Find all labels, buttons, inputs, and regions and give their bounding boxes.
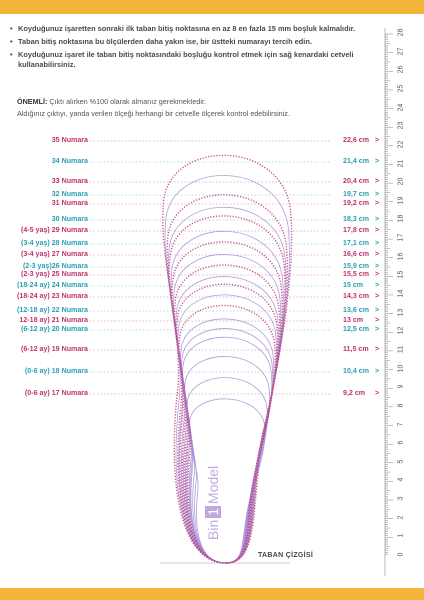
chevron-right-icon: >: [375, 239, 380, 247]
ruler-number: 5: [397, 459, 405, 464]
ruler-number: 8: [397, 403, 405, 408]
ruler-number: 22: [397, 140, 405, 149]
ruler-number: 17: [397, 233, 405, 242]
size-length: 13,6 cm: [343, 306, 370, 314]
chevron-right-icon: >: [375, 157, 380, 165]
size-row: [0, 199, 380, 209]
chevron-right-icon: >: [375, 389, 380, 397]
note-item: • Taban bitiş noktasına bu ölçülerden daha yakın ise, bir üstteki numarayı tercih edin.: [10, 37, 312, 46]
ruler-number: 24: [397, 103, 405, 111]
chevron-right-icon: >: [375, 325, 380, 333]
note-item: • Koyduğunuz işaret ile taban bitiş noktasındaki boşluğu kontrol etmek için sağ kenardaki cetveli kullanabilirsiniz.: [10, 50, 380, 70]
ruler-number: 23: [397, 121, 405, 130]
size-row: [0, 270, 380, 280]
size-length: 9,2 cm: [343, 389, 366, 397]
size-label: (3-4 yaş) 28 Numara: [20, 239, 88, 247]
ruler-number: 2: [397, 515, 405, 520]
ruler-number: 15: [397, 270, 405, 279]
chevron-right-icon: >: [375, 306, 380, 314]
chevron-right-icon: >: [375, 262, 380, 270]
size-label: (6-12 ay) 20 Numara: [20, 325, 88, 333]
chevron-right-icon: >: [375, 270, 380, 278]
ruler-number: 16: [397, 252, 405, 261]
size-label: 35 Numara: [51, 136, 88, 144]
logo-box-text: 1: [205, 507, 221, 516]
size-length: 13 cm: [343, 316, 364, 324]
size-row: [0, 226, 380, 236]
size-label: 33 Numara: [51, 177, 88, 185]
bottom-accent-band: [0, 588, 424, 600]
note-text: Koyduğunuz işaretten sonraki ilk taban bitiş noktasına en az 8 en fazla 15 mm boşluk kalmalıdır.: [18, 24, 356, 33]
important-line-1: Çıktı alırken %100 olarak almanız gerekmektedir.: [49, 97, 206, 106]
ruler-number: 0: [397, 552, 405, 557]
foot-outline: [184, 356, 269, 563]
ruler-number: 20: [397, 177, 405, 186]
size-label: (0-6 ay) 18 Numara: [24, 367, 88, 375]
ruler-number: 14: [397, 289, 405, 298]
chevron-right-icon: >: [375, 136, 380, 144]
size-length: 16,6 cm: [343, 250, 370, 258]
size-length: 12,5 cm: [343, 325, 370, 333]
size-row: [0, 215, 380, 225]
ruler-number: 13: [397, 308, 405, 317]
size-label: 30 Numara: [51, 215, 88, 223]
chevron-right-icon: >: [375, 345, 380, 353]
size-label: 31 Numara: [51, 199, 88, 207]
ruler-number: 3: [397, 496, 405, 501]
size-label: (6-12 ay) 19 Numara: [20, 345, 88, 353]
important-line-2: Aldığınız çıktıyı, yanda verilen ölçeği herhangi bir cetvelle ölçerek kontrol edebilirsiniz.: [17, 109, 290, 118]
ruler-number: 11: [397, 345, 405, 354]
size-row: [0, 136, 380, 146]
size-length: 15,5 cm: [343, 270, 370, 278]
ruler-number: 19: [397, 196, 405, 205]
size-row: [0, 157, 380, 167]
size-row: [0, 281, 380, 291]
ruler-number: 7: [397, 422, 405, 426]
size-length: 19,7 cm: [343, 190, 370, 198]
logo-left-text: Bin: [205, 519, 221, 540]
chevron-right-icon: >: [375, 190, 380, 198]
important-lead: ÖNEMLİ:: [17, 97, 48, 106]
size-label: (3-4 yaş) 27 Numara: [20, 250, 88, 258]
chevron-right-icon: >: [375, 177, 380, 185]
size-label: (0-6 ay) 17 Numara: [24, 389, 88, 397]
brand-watermark: [205, 466, 221, 540]
chevron-right-icon: >: [375, 367, 380, 375]
ruler-number: 1: [397, 533, 405, 538]
side-ruler: [384, 28, 406, 576]
ruler-number: 18: [397, 215, 405, 223]
size-row: [0, 367, 380, 377]
size-label: 32 Numara: [51, 190, 88, 198]
size-length: 15,9 cm: [343, 262, 370, 270]
size-label: (2-3 yaş) 25 Numara: [20, 270, 88, 278]
chevron-right-icon: >: [375, 250, 380, 258]
size-row: [0, 325, 380, 335]
size-length: 10,4 cm: [343, 367, 370, 375]
note-item: • Koyduğunuz işaretten sonraki ilk taban bitiş noktasına en az 8 en fazla 15 mm boşluk kalmalıdır.: [10, 24, 356, 33]
ruler-number: 4: [397, 477, 405, 482]
ruler-number: 27: [397, 47, 405, 56]
size-label: (18-24 ay) 24 Numara: [17, 281, 88, 289]
size-row: [0, 177, 380, 187]
ruler-number: 28: [397, 28, 405, 37]
size-row: [0, 239, 380, 249]
chevron-right-icon: >: [375, 226, 380, 234]
size-label: (4-5 yaş) 29 Numara: [20, 226, 88, 234]
size-length: 17,1 cm: [343, 239, 370, 247]
chevron-right-icon: >: [375, 215, 380, 223]
size-row: [0, 389, 380, 399]
size-row: [0, 250, 380, 260]
size-row: [0, 345, 380, 355]
size-label: (18-24 ay) 23 Numara: [17, 292, 88, 300]
logo-right-text: Model: [205, 465, 221, 504]
note-text: Taban bitiş noktasına bu ölçülerden daha yakın ise, bir üstteki numarayı tercih edin.: [18, 37, 312, 46]
size-length: 22,6 cm: [343, 136, 370, 144]
chevron-right-icon: >: [375, 292, 380, 300]
size-row: [0, 306, 380, 316]
ruler-number: 12: [397, 326, 405, 335]
ruler-number: 21: [397, 159, 405, 167]
ruler-number: 25: [397, 84, 405, 93]
size-length: 11,5 cm: [343, 345, 369, 353]
size-length: 18,3 cm: [343, 215, 370, 223]
size-length: 17,8 cm: [343, 226, 370, 234]
size-row: [0, 292, 380, 302]
note-text: Koyduğunuz işaret ile taban bitiş noktasındaki boşluğu kontrol etmek için sağ kenardaki cetveli kullanabilirsiniz.: [18, 50, 354, 69]
chevron-right-icon: >: [375, 281, 380, 289]
chevron-right-icon: >: [375, 316, 380, 324]
ruler-number: 9: [397, 384, 405, 389]
size-length: 20,4 cm: [343, 177, 370, 185]
size-length: 19,2 cm: [343, 199, 370, 207]
ruler-number: 10: [397, 364, 405, 372]
ruler-number: 6: [397, 440, 405, 445]
size-label: 12-18 ay) 21 Numara: [19, 316, 88, 324]
foot-outline: [181, 329, 272, 563]
ruler-number: 26: [397, 65, 405, 74]
size-label: (12-18 ay) 22 Numara: [17, 306, 88, 314]
size-label: (2-3 yaş)26 Numara: [22, 262, 88, 270]
size-length: 15 cm: [343, 281, 364, 289]
sole-line-label: TABAN ÇİZGİSİ: [258, 552, 314, 559]
size-length: 21,4 cm: [343, 157, 370, 165]
size-label: 34 Numara: [51, 157, 88, 165]
size-length: 14,3 cm: [343, 292, 370, 300]
chevron-right-icon: >: [375, 199, 380, 207]
